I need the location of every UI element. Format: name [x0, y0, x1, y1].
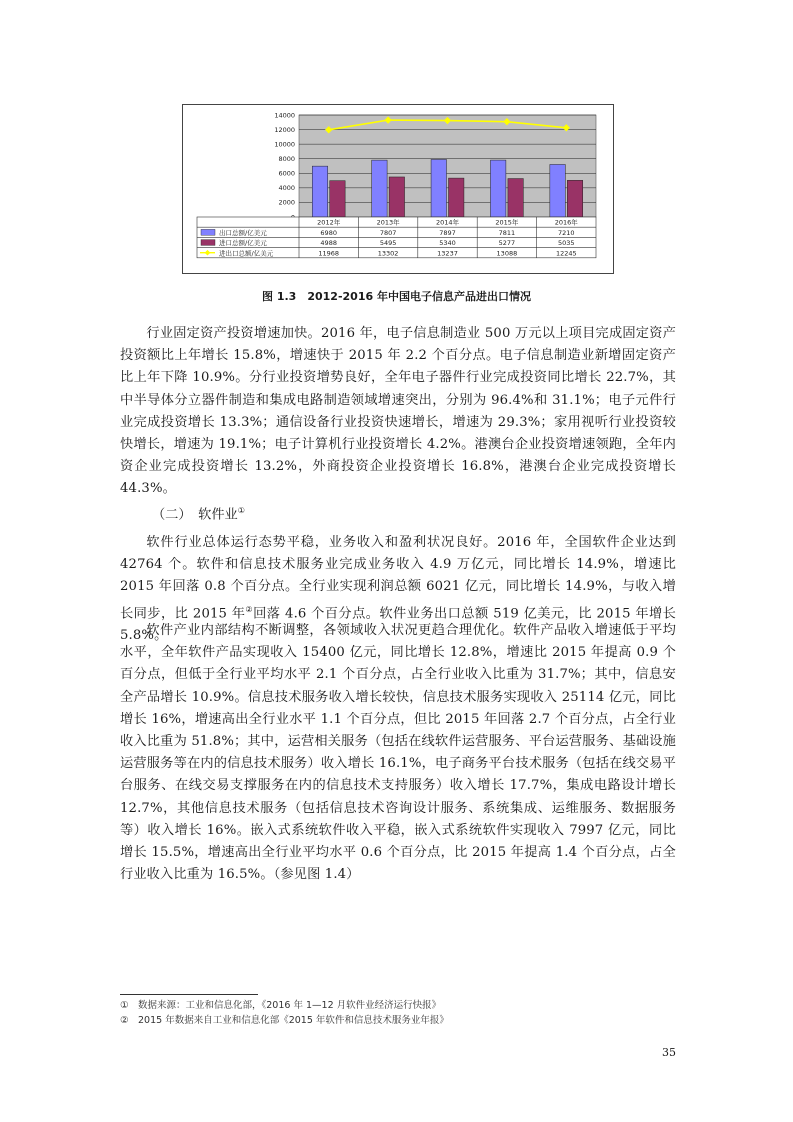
figure-caption: 图 1.3 2012-2016 年中国电子信息产品进出口情况	[262, 290, 531, 303]
paragraph-software-overview-part-b: 回落 4.6 个百分点。软件业务出口总额 519 亿美元，比 2015 年增长 5.8%。	[120, 606, 676, 644]
paragraph-investment: 行业固定资产投资增速加快。2016 年，电子信息制造业 500 万元以上项目完成固定资产投资额比上年增长 15.8%，增速快于 2015 年 2.2 个百分点。电子信息制造业新增固定资产比上年下降 10.9%。分行业投资增势良好，全年电子器件行业完成投资同比增长 22.7%，其中半导体分立器件制造和集成电路制造领域增速突出，分别为 96.4%和 31.1%；电子元件行业完成投资增长 13.3%；通信设备行业投资快速增长，增速为 29.3%；家用视听行业投资较快增长，增速为 19.1%；电子计算机行业投资增长 4.2%。港澳台企业投资增速领跑，全年内资企业完成投资增长 13.2%，外商投资企业投资增长 16.8%，港澳台企业完成投资增长 44.3%。	[120, 326, 676, 497]
export-bar	[490, 160, 505, 217]
import-bar	[508, 179, 523, 217]
x-category-label: 2013年	[376, 218, 400, 227]
table-cell: 5495	[379, 239, 397, 248]
table-cell: 7807	[379, 228, 397, 237]
export-bar	[431, 159, 446, 217]
page-number: 35	[662, 1046, 676, 1059]
y-tick-label: 2000	[278, 198, 295, 207]
table-cell: 13302	[377, 249, 399, 258]
table-cell: 12245	[555, 249, 577, 258]
import-bar	[389, 177, 404, 217]
chart-svg	[183, 105, 613, 273]
table-cell: 7897	[439, 228, 456, 237]
y-tick-label: 6000	[278, 169, 295, 178]
table-cell: 5277	[498, 239, 516, 248]
x-category-label: 2014年	[435, 218, 460, 227]
footnote-ref-1: ①	[237, 506, 245, 515]
import-bar	[567, 180, 582, 217]
footnote-ref-2: ②	[245, 604, 254, 614]
export-bar	[312, 166, 327, 217]
legend-key	[201, 229, 215, 235]
x-category-label: 2012年	[317, 218, 341, 227]
legend-label: 进口总额/亿美元	[219, 239, 267, 248]
y-tick-label: 12000	[274, 125, 295, 134]
y-tick-label: 4000	[278, 184, 295, 193]
table-cell: 13237	[437, 249, 458, 258]
footnote-1: ① 数据来源：工业和信息化部，《2016 年 1—12 月软件业经济运行快报》	[120, 1000, 442, 1011]
section-heading-text: （二） 软件业	[152, 507, 238, 523]
table-cell: 5340	[439, 239, 456, 248]
import-bar	[449, 178, 464, 217]
footnote-2: ② 2015 年数据来自工业和信息化部《2015 年软件和信息技术服务业年报》	[120, 1015, 449, 1026]
legend-label: 进出口总额/亿美元	[219, 249, 274, 258]
section-heading	[152, 500, 245, 526]
table-cell: 5035	[558, 239, 575, 248]
y-tick-label: 10000	[274, 140, 295, 149]
paragraph-software-overview-part-a: 软件行业总体运行态势平稳，业务收入和盈利状况良好。2016 年，全国软件企业达到 42764 个。软件和信息技术服务业完成业务收入 4.9 万亿元，同比增长 14.9%，增速比 2015 年回落 0.8 个百分点。全行业实现利润总额 6021 亿元，同比增长 14.9%，与收入增长同步，比 2015 年	[120, 535, 676, 621]
table-cell: 7811	[498, 228, 516, 237]
export-bar	[550, 164, 565, 217]
legend-key	[201, 240, 215, 246]
table-cell: 4988	[320, 239, 337, 248]
y-tick-label: 14000	[274, 111, 295, 120]
import-bar	[330, 181, 345, 217]
y-tick-label: 8000	[278, 155, 295, 164]
chart-figure	[182, 104, 614, 274]
x-category-label: 2015年	[495, 218, 519, 227]
table-cell: 11968	[318, 249, 340, 258]
table-cell: 6980	[320, 228, 337, 237]
paragraph-software-structure: 软件产业内部结构不断调整，各领域收入状况更趋合理优化。软件产品收入增速低于平均水平，全年软件产品实现收入 15400 亿元，同比增长 12.8%，增速比 2015 年提高 0.9 个百分点，但低于全行业平均水平 2.1 个百分点，占全行业收入比重为 31.7%；其中，信息安全产品增长 10.9%。信息技术服务收入增长较快，信息技术服务实现收入 25114 亿元，同比增长 16%，增速高出全行业水平 1.1 个百分点，但比 2015 年回落 2.7 个百分点，占全行业收入比重为 51.8%；其中，运营相关服务（包括在线软件运营服务、平台运营服务、基础设施运营服务等在内的信息技术服务）收入增长 16.1%，电子商务平台技术服务（包括在线交易平台服务、在线交易支撑服务在内的信息技术支持服务）收入增长 17.7%，集成电路设计增长 12.7%，其他信息技术服务（包括信息技术咨询设计服务、系统集成、运维服务、数据服务等）收入增长 16%。嵌入式系统软件收入平稳，嵌入式系统软件实现收入 7997 亿元，同比增长 15.5%，增速高出全行业平均水平 0.6 个百分点，比 2015 年提高 1.4 个百分点，占全行业收入比重为 16.5%。（参见图 1.4）	[120, 623, 676, 883]
export-bar	[372, 160, 387, 217]
legend-label: 出口总额/亿美元	[219, 228, 267, 237]
x-category-label: 2016年	[554, 218, 578, 227]
table-cell: 7210	[558, 228, 575, 237]
footnote-divider	[120, 994, 258, 995]
table-cell: 13088	[496, 249, 518, 258]
